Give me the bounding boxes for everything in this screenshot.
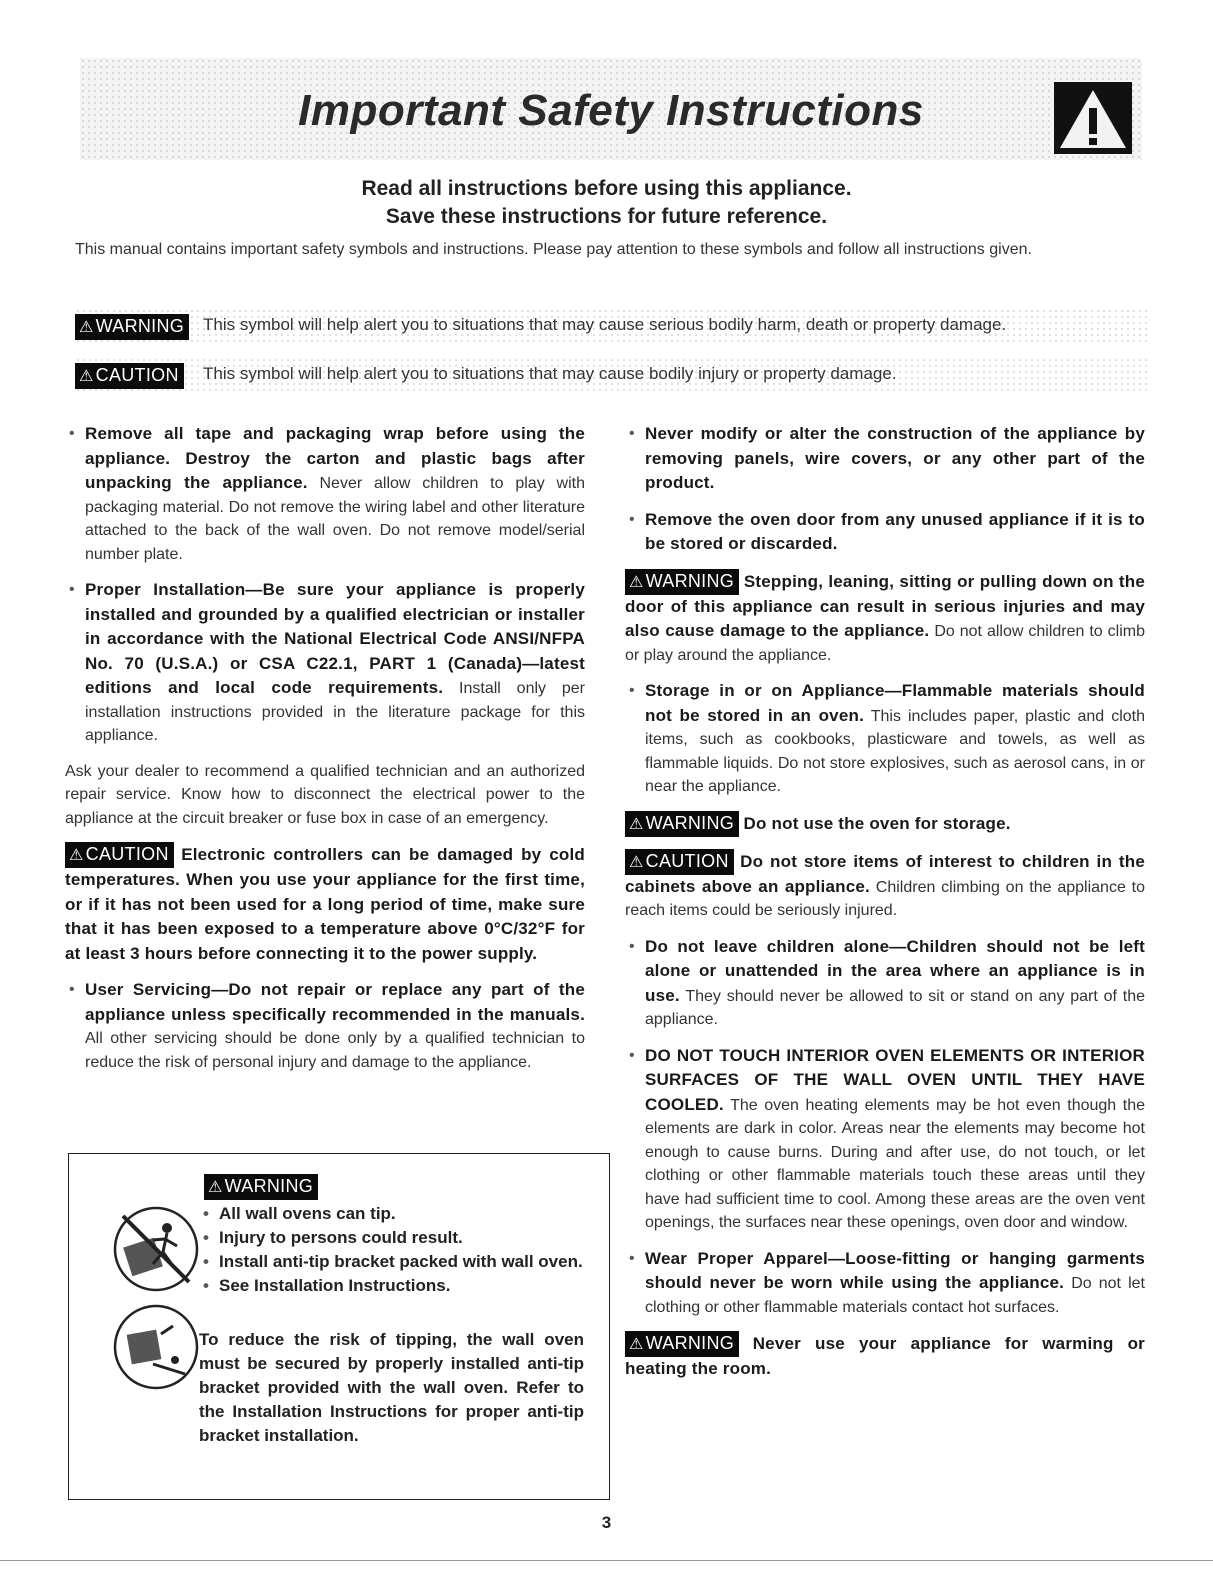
caution-badge: ⚠ CAUTION (65, 842, 174, 868)
list-item: • User Servicing—Do not repair or replace any part of the appliance unless specifically recommended in the manuals. All other servicing should be done only by a qualified technician to reduce the risk of personal injury and damage to the appliance. (65, 978, 585, 1074)
footer-divider (0, 1560, 1213, 1561)
list-item: • Install anti-tip bracket packed with wall oven. (199, 1250, 584, 1274)
list-item: • Proper Installation—Be sure your appliance is properly installed and grounded by a qualified electrician or installer in accordance with the National Electrical Code ANSI/NFPA No. 70 (U.S.A.) or CSA C22.1, PART 1 (Canada)—latest editions and local code requirements. Install only per installation instructions provided in the literature package for this appliance. (65, 578, 585, 748)
warning-paragraph: ⚠ WARNING Stepping, leaning, sitting or pulling down on the door of this appliance can result in serious injuries and may also cause damage to the appliance. Do not allow children to climb or play around the appliance. (625, 570, 1146, 664)
list-item: • DO NOT TOUCH INTERIOR OVEN ELEMENTS OR INTERIOR SURFACES OF THE WALL OVEN UNTIL THEY HAVE COOLED. The oven heating elements may be hot even though the elements are dark in color. Areas near the elements may become hot enough to cause burns. During and after use, do not touch, or let clothing or other flammable materials touch these areas until they have had sufficient time to cool. Among these areas are the oven vent openings, the surfaces near these openings, oven door and window. (625, 1044, 1145, 1235)
list-item: • Injury to persons could result. (199, 1226, 584, 1250)
warning-triangle-icon (1054, 82, 1132, 154)
alert-triangle-icon: ⚠ (629, 1336, 644, 1353)
alert-triangle-icon: ⚠ (629, 853, 644, 871)
alert-triangle-icon: ⚠ (629, 815, 644, 833)
warning-symbol-text: This symbol will help alert you to situations that may cause serious bodily harm, death or property damage. (203, 315, 1007, 334)
tip-paragraph: To reduce the risk of tipping, the wall oven must be secured by properly installed anti-tip bracket provided with the wall oven. Refer to the Installation Instructions for proper anti-tip bracket installation. (199, 1330, 584, 1445)
caution-paragraph: ⚠ CAUTION Electronic controllers can be damaged by cold temperatures. When you use your appliance for the first time, or if it has not been used for a long period of time, make sure that it has been exposed to a temperature above 0°C/32°F for at least 3 hours before connecting it to the power supply. (65, 844, 585, 963)
list-item: • See Installation Instructions. (199, 1274, 584, 1298)
warning-badge: ⚠ WARNING (625, 1331, 739, 1357)
page-title: Important Safety Instructions (298, 86, 924, 135)
anti-tip-bracket-icon (113, 1304, 199, 1390)
list-item: • All wall ovens can tip. (199, 1202, 584, 1226)
left-column (65, 422, 585, 1086)
lead-line-2: Save these instructions for future reference. (385, 205, 828, 228)
list-item: • Remove all tape and packaging wrap before using the appliance. Destroy the carton and plastic bags after unpacking the appliance. Never allow children to play with packaging material. Do not remove the wiring label and other literature attached to the back of the wall oven. Do not remove model/serial number plate. (65, 422, 585, 566)
warning-badge: ⚠ WARNING (625, 569, 739, 595)
alert-triangle-icon: ⚠ (208, 1179, 223, 1196)
caution-symbol-text: This symbol will help alert you to situations that may cause bodily injury or property damage. (203, 364, 897, 383)
anti-tip-warning-box (68, 1153, 610, 1500)
page-number: 3 (601, 1513, 612, 1532)
caution-paragraph: ⚠ CAUTION Do not store items of interest to children in the cabinets above an appliance. Children climbing on the appliance to reach items could be seriously injured. (625, 850, 1146, 919)
caution-symbol-row (75, 357, 1150, 393)
oven-tipping-icon (113, 1206, 199, 1292)
list-item: • Never modify or alter the construction of the appliance by removing panels, wire covers, or any other part of the product. (625, 422, 1145, 496)
lead-line-1: Read all instructions before using this appliance. (361, 177, 852, 200)
intro-text: This manual contains important safety symbols and instructions. Please pay attention to these symbols and follow all instructions given. (75, 241, 1032, 258)
list-item: • Wear Proper Apparel—Loose-fitting or hanging garments should never be worn while using the appliance. Do not let clothing or other flammable materials contact hot surfaces. (625, 1247, 1145, 1320)
warning-badge: ⚠ WARNING (75, 314, 189, 340)
alert-triangle-icon: ⚠ (79, 368, 94, 385)
tip-list (199, 1202, 584, 1298)
warning-symbol-row (75, 308, 1150, 344)
list-item: • Storage in or on Appliance—Flammable materials should not be stored in an oven. This includes paper, plastic and cloth items, such as cookbooks, plasticware and towels, as well as flammable liquids. Do not store explosives, such as aerosol cans, in or near the appliance. (625, 679, 1145, 799)
alert-triangle-icon: ⚠ (79, 319, 94, 336)
right-column (625, 422, 1145, 1394)
alert-triangle-icon: ⚠ (629, 573, 644, 591)
warning-badge: ⚠ WARNING (625, 811, 739, 837)
caution-badge: ⚠ CAUTION (75, 363, 184, 389)
warning-paragraph: ⚠ WARNING Do not use the oven for storage. (625, 811, 1145, 837)
warning-badge: ⚠ WARNING (204, 1174, 318, 1200)
paragraph: Ask your dealer to recommend a qualified technician and an authorized repair service. Know how to disconnect the electrical power to the appliance at the circuit breaker or fuse box in case of an emergency. (65, 762, 585, 827)
list-item: • Do not leave children alone—Children should not be left alone or unattended in the area where an appliance is in use. They should never be allowed to sit or stand on any part of the appliance. (625, 935, 1145, 1032)
caution-badge: ⚠ CAUTION (625, 849, 734, 875)
header-banner (80, 58, 1142, 160)
warning-paragraph: ⚠ WARNING Never use your appliance for warming or heating the room. (625, 1333, 1145, 1378)
alert-triangle-icon: ⚠ (69, 847, 84, 864)
list-item: • Remove the oven door from any unused appliance if it is to be stored or discarded. (625, 508, 1145, 557)
